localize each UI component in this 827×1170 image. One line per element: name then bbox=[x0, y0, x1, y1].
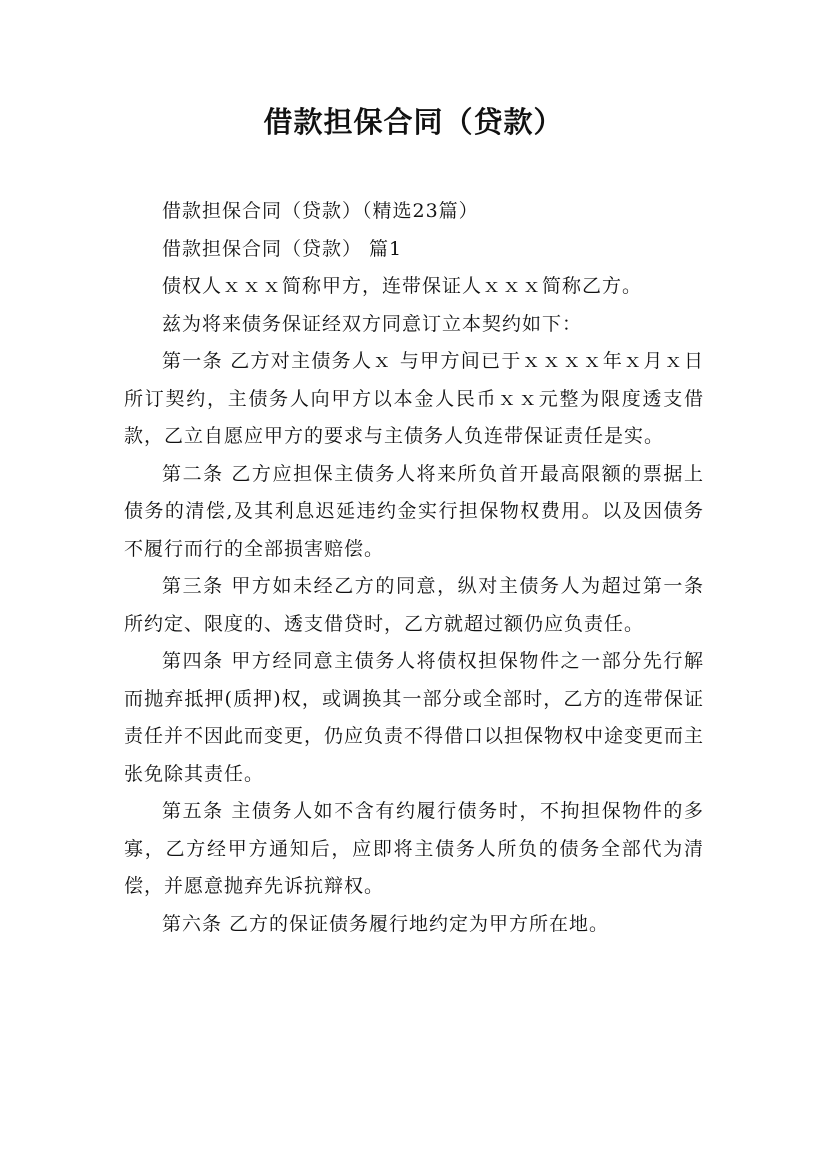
document-body bbox=[124, 193, 704, 943]
paragraph-article-2: 第二条 乙方应担保主债务人将来所负首开最高限额的票据上债务的清偿,及其利息迟延违约金实行担保物权费用。以及因债务不履行而行的全部损害赔偿。 bbox=[124, 462, 704, 560]
paragraph-article-6: 第六条 乙方的保证债务履行地约定为甲方所在地。 bbox=[162, 912, 610, 935]
paragraph-parties: 债权人ｘｘｘ简称甲方，连带保证人ｘｘｘ简称乙方。 bbox=[162, 275, 643, 297]
paragraph-section-heading: 借款担保合同（贷款） 篇1 bbox=[162, 237, 403, 260]
paragraph-subtitle: 借款担保合同（贷款）（精选23篇） bbox=[162, 200, 479, 222]
paragraph-article-3: 第三条 甲方如未经乙方的同意，纵对主债务人为超过第一条所约定、限度的、透支借贷时，乙方就超过额仍应负责任。 bbox=[124, 575, 704, 635]
paragraph-article-5: 第五条 主债务人如不含有约履行债务时，不拘担保物件的多寡，乙方经甲方通知后，应即将主债务人所负的债务全部代为清偿，并愿意抛弃先诉抗辩权。 bbox=[124, 800, 704, 897]
paragraph-preamble: 兹为将来债务保证经双方同意订立本契约如下： bbox=[162, 312, 583, 335]
paragraph-article-4: 第四条 甲方经同意主债务人将债权担保物件之一部分先行解而抛弃抵押(质押)权，或调换其一部分或全部时，乙方的连带保证责任并不因此而变更，仍应负责不得借口以担保物权中途变更而主张免除其责任。 bbox=[124, 650, 705, 785]
document-title: 借款担保合同（贷款） bbox=[263, 105, 564, 139]
paragraph-article-1: 第一条 乙方对主债务人ｘ 与甲方间已于ｘｘｘｘ年ｘ月ｘ日所订契约，主债务人向甲方以本金人民币ｘｘ元整为限度透支借款，乙立自愿应甲方的要求与主债务人负连带保证责任是实。 bbox=[124, 350, 704, 447]
